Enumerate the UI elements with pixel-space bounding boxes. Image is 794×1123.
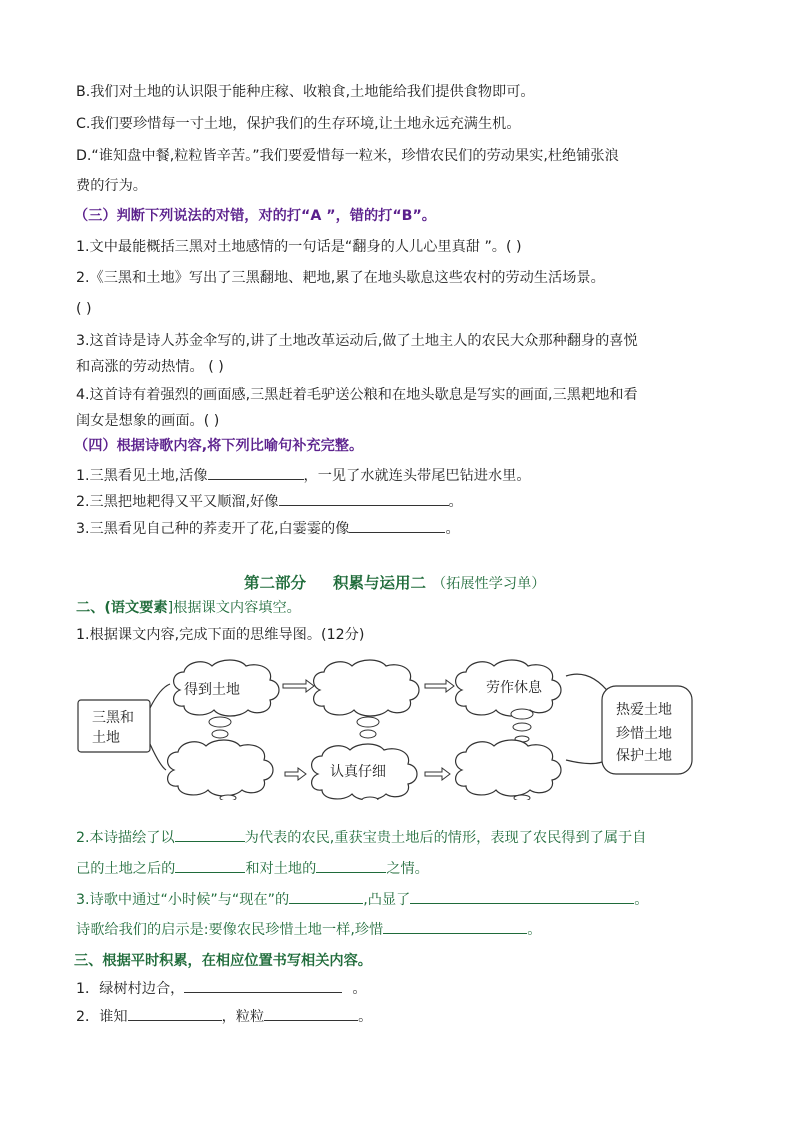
part2-heading <box>244 571 546 593</box>
section4-q1-text-b: ，一见了水就连头带尾巴钻进水里。 <box>303 468 531 484</box>
answer-blank[interactable] <box>208 465 304 480</box>
section-three-q2 <box>76 1006 372 1027</box>
connector-right-top <box>566 674 610 694</box>
cloud-empty-2 <box>168 740 273 800</box>
section3-q3-line1: 3.这首诗是诗人苏金伞写的,讲了土地改革运动后,做了土地主人的农民大众那种翻身的喜悦 <box>76 333 638 349</box>
cloud-empty-3 <box>456 740 561 800</box>
cloud-careful <box>312 744 417 800</box>
cloud-empty-1 <box>314 660 419 716</box>
section3-q1: 1.文中最能概括三黑对土地感情的一句话是“翻身的人儿心里真甜 ”。( ) <box>76 239 522 255</box>
section-two-q2-line2 <box>76 858 429 879</box>
option-d-line1: D.“谁知盘中餐,粒粒皆辛苦。”我们要爱惜每一粒米，珍惜农民们的劳动果实,杜绝铺张浪 <box>76 148 619 164</box>
option-c: C.我们要珍惜每一寸土地，保护我们的生存环境,让土地永远充满生机。 <box>76 116 521 132</box>
q3-text-c: 。 <box>634 892 649 908</box>
left-box-line1: 三黑和 <box>92 710 134 726</box>
section-two-q4 <box>76 919 541 940</box>
section4-q2-text-a: 2.三黑把地耙得又平又顺溜,好像 <box>76 494 279 510</box>
arrow-2 <box>425 680 454 692</box>
q4-text-b: 。 <box>527 922 542 938</box>
s3-q1-text-a: 1．绿树村边合， <box>76 981 185 997</box>
option-d-line2: 费的行为。 <box>76 178 147 194</box>
section-two-title <box>76 598 301 618</box>
section4-q1-text-a: 1.三黑看见土地,活像 <box>76 468 208 484</box>
connector-top <box>150 684 170 708</box>
q2-text-a: 2.本诗描绘了以 <box>76 830 175 846</box>
section3-q4-line1: 4.这首诗有着强烈的画面感,三黑赶着毛驴送公粮和在地头歇息是写实的画面,三黑耙地和看 <box>76 387 638 403</box>
answer-blank[interactable] <box>289 889 363 904</box>
answer-blank[interactable] <box>410 889 634 904</box>
section-two-title-c: ]根据课文内容填空。 <box>167 600 301 616</box>
q2-text-c: 己的土地之后的 <box>76 861 176 877</box>
cloud-get-land-label: 得到土地 <box>184 682 240 698</box>
section3-q3-line2: 和高涨的劳动热情。 ( ) <box>76 359 224 375</box>
answer-blank[interactable] <box>175 858 245 873</box>
cloud-labor-rest-label: 劳作休息 <box>486 680 542 696</box>
section-two-title-a: 二、( <box>76 600 111 616</box>
answer-blank[interactable] <box>184 978 342 993</box>
section3-q2-line1: 2.《三黑和土地》写出了三黑翻地、耙地,累了在地头歇息这些农村的劳动生活场景。 <box>76 270 605 286</box>
section4-q2 <box>76 491 463 512</box>
section4-title: （四）根据诗歌内容,将下列比喻句补充完整。 <box>74 438 364 454</box>
connector-bottom <box>150 744 166 770</box>
part2-subtitle: （拓展性学习单） <box>431 576 546 592</box>
q3-text-b: ,凸显了 <box>363 892 411 908</box>
section4-q3-text-a: 3.三黑看见自己种的荞麦开了花,白霎霎的像 <box>76 521 350 537</box>
section4-q3-text-b: 。 <box>445 521 460 537</box>
answer-blank[interactable] <box>279 491 449 506</box>
cloud-careful-label: 认真仔细 <box>330 764 386 780</box>
q4-text-a: 诗歌给我们的启示是:要像农民珍惜土地一样,珍惜 <box>76 922 384 938</box>
section3-q4-line2: 闺女是想象的画面。( ) <box>76 413 220 429</box>
section-two-q2-line1 <box>76 827 646 848</box>
section3-title: （三）判断下列说法的对错，对的打“A ”，错的打“B”。 <box>74 208 436 224</box>
s3-q2-text-a: 2．谁知 <box>76 1009 128 1025</box>
s3-q2-text-b: ，粒粒 <box>221 1009 265 1025</box>
section-two-q3 <box>76 889 648 910</box>
thought-bubbles-2 <box>357 717 379 738</box>
section4-q1 <box>76 465 531 486</box>
section-two-q1: 1.根据课文内容,完成下面的思维导图。(12分) <box>76 627 365 643</box>
part2-title: 第二部分 积累与运用二 <box>244 574 426 592</box>
option-b: B.我们对土地的认识限于能种庄稼、收粮食,土地能给我们提供食物即可。 <box>76 84 535 100</box>
s3-q1-text-b: 。 <box>352 981 367 997</box>
answer-blank[interactable] <box>175 827 245 842</box>
section-two-title-b: 语文要素 <box>110 600 168 616</box>
q2-text-e: 之情。 <box>386 861 429 877</box>
left-box-line2: 土地 <box>92 730 120 746</box>
section4-q3 <box>76 518 460 539</box>
section4-q2-text-b: 。 <box>448 494 463 510</box>
section-three-title: 三、根据平时积累，在相应位置书写相关内容。 <box>74 953 372 969</box>
section-three-q1 <box>76 978 367 999</box>
thought-bubbles-3 <box>511 709 533 742</box>
arrow-4 <box>425 768 450 780</box>
cloud-get-land <box>174 660 279 716</box>
mind-map <box>70 650 710 800</box>
s3-q2-text-c: 。 <box>358 1009 373 1025</box>
arrow-1 <box>283 680 314 692</box>
answer-blank[interactable] <box>264 1006 358 1021</box>
answer-blank[interactable] <box>128 1006 222 1021</box>
arrow-3 <box>285 768 306 780</box>
answer-blank[interactable] <box>349 518 445 533</box>
right-box-line2: 珍惜土地 <box>616 726 672 742</box>
q2-text-d: 和对土地的 <box>245 861 317 877</box>
q3-text-a: 3.诗歌中通过“小时候”与“现在”的 <box>76 892 290 908</box>
cloud-labor-rest <box>456 660 561 716</box>
right-box-line3: 保护土地 <box>616 748 672 764</box>
answer-blank[interactable] <box>383 919 527 934</box>
section3-q2-line2: ( ) <box>76 301 92 317</box>
connector-right-bottom <box>566 760 602 764</box>
q2-text-b: 为代表的农民,重获宝贵土地后的情形，表现了农民得到了属于自 <box>244 830 647 846</box>
answer-blank[interactable] <box>316 858 386 873</box>
right-box-line1: 热爱土地 <box>616 702 672 718</box>
